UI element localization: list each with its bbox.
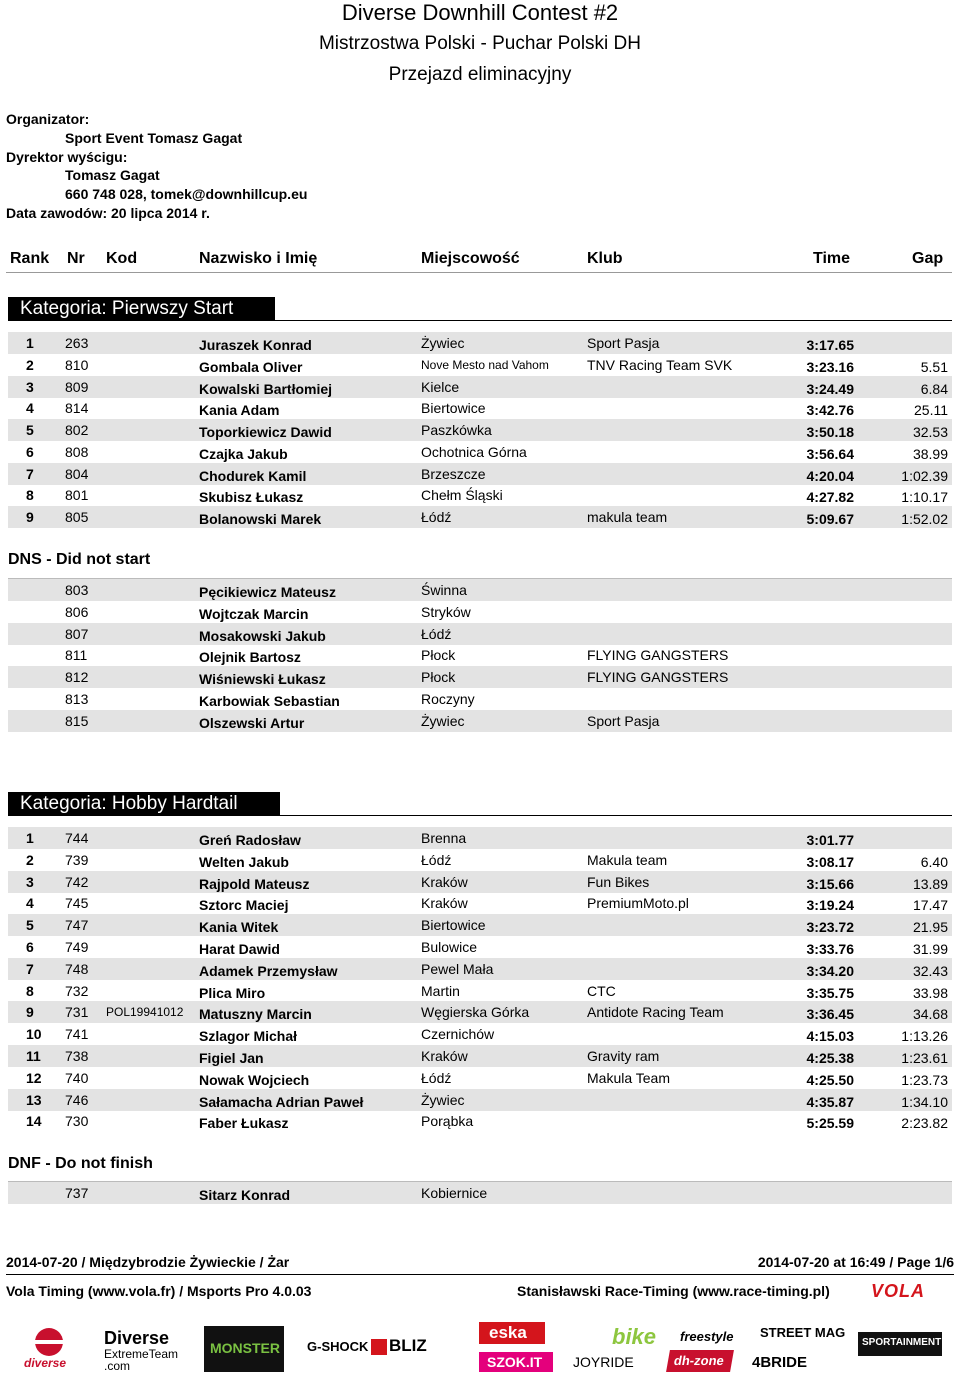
gshock-logo: G-SHOCK (307, 1339, 369, 1354)
cell-nr: 808 (65, 443, 89, 460)
cell-gap: 1:23.73 (901, 1071, 948, 1088)
dns-row (8, 666, 952, 688)
cell-time: 3:50.18 (806, 424, 854, 440)
cell-name: Olejnik Bartosz (199, 649, 301, 666)
cell-gap: 1:52.02 (901, 511, 948, 527)
result-row (8, 827, 952, 849)
streetmag-logo: STREET MAG (760, 1325, 846, 1340)
cell-town: Kobiernice (421, 1185, 488, 1201)
cell-name: Harat Dawid (199, 941, 280, 957)
cell-gap: 6.84 (920, 380, 948, 397)
col-gap: Gap (912, 250, 944, 267)
cell-nr: 740 (65, 1069, 89, 1086)
cell-rank: 9 (26, 1004, 34, 1021)
dhzone-logo: dh-zone (666, 1350, 734, 1372)
category-underline (8, 815, 952, 816)
cell-rank: 8 (26, 487, 34, 504)
cell-club: FLYING GANGSTERS (587, 647, 729, 664)
cell-town: Roczyny (421, 691, 475, 707)
cell-town: Chełm Śląski (421, 487, 503, 504)
result-row (8, 354, 952, 376)
cell-town: Płock (421, 647, 456, 664)
cell-gap: 1:10.17 (901, 489, 948, 506)
cell-gap: 34.68 (912, 1006, 948, 1023)
cell-time: 3:36.45 (806, 1006, 854, 1023)
footer-rule (6, 1274, 954, 1275)
cell-town: Żywiec (421, 712, 465, 729)
cell-town: Świnna (421, 582, 467, 598)
cell-town: Bulowice (421, 939, 478, 955)
cell-name: Nowak Wojciech (199, 1071, 310, 1088)
cell-time: 3:08.17 (806, 853, 854, 870)
result-row (8, 397, 952, 419)
cell-name: Karbowiak Sebastian (199, 693, 340, 709)
result-row (8, 1023, 952, 1045)
footer-software: Vola Timing (www.vola.fr) / Msports Pro 4.0.03 (6, 1283, 312, 1299)
cell-town: Martin (421, 982, 460, 999)
cell-nr: 739 (65, 851, 89, 868)
cell-time: 4:35.87 (806, 1093, 854, 1110)
cell-name: Wiśniewski Łukasz (199, 671, 326, 688)
cell-gap: 33.98 (912, 984, 948, 1001)
eska-logo: eska (479, 1322, 545, 1344)
result-row (8, 892, 952, 914)
cell-time: 3:23.16 (806, 358, 854, 375)
cell-name: Matuszny Marcin (199, 1006, 312, 1023)
cell-club: makula team (587, 509, 668, 525)
cell-nr: 737 (65, 1185, 89, 1201)
cell-town: Kielce (421, 378, 460, 395)
monster-logo: MONSTER (204, 1326, 284, 1372)
cell-nr: 745 (65, 895, 89, 912)
cell-name: Czajka Jakub (199, 445, 288, 462)
cell-nr: 810 (65, 356, 89, 373)
race-type: Przejazd eliminacyjny (388, 64, 572, 85)
dnf-label: DNF - Do not finish (8, 1155, 153, 1172)
category-title: Kategoria: Pierwszy Start (8, 297, 275, 320)
director-label: Dyrektor wyścigu: (6, 149, 128, 165)
cell-town: Biertowice (421, 917, 486, 934)
cell-name: Sałamacha Adrian Paweł (199, 1093, 364, 1110)
cell-nr: 805 (65, 509, 89, 525)
result-row (8, 1001, 952, 1023)
cell-nr: 741 (65, 1026, 89, 1043)
cell-club: TNV Racing Team SVK (587, 356, 733, 373)
result-row (8, 1045, 952, 1067)
category-underline (8, 320, 952, 321)
cell-time: 4:20.04 (806, 467, 854, 484)
cell-time: 4:27.82 (806, 489, 854, 506)
cell-rank: 6 (26, 443, 34, 460)
col-kod: Kod (106, 250, 138, 267)
cell-town: Porąbka (421, 1113, 474, 1130)
result-row (8, 980, 952, 1002)
cell-gap: 31.99 (912, 941, 948, 957)
bliz-logo: BLIZ (371, 1336, 435, 1358)
cell-name: Greń Radosław (199, 832, 301, 848)
cell-name: Figiel Jan (199, 1050, 264, 1066)
cell-nr: 742 (65, 873, 89, 890)
cell-rank: 3 (26, 378, 34, 395)
header-rule (6, 272, 952, 273)
result-row (8, 332, 952, 354)
joyride-logo: JOYRIDE (573, 1354, 634, 1370)
cell-name: Chodurek Kamil (199, 467, 307, 484)
cell-time: 5:09.67 (806, 511, 854, 527)
cell-club: Makula Team (587, 1069, 671, 1086)
cell-nr: 746 (65, 1091, 89, 1108)
szok-logo: SZOK.IT (479, 1352, 553, 1372)
cell-gap: 5.51 (920, 358, 948, 375)
cell-rank: 2 (26, 356, 34, 373)
cell-gap: 2:23.82 (901, 1115, 948, 1132)
cell-town: Nove Mesto nad Vahom (421, 357, 549, 372)
cell-nr: 802 (65, 422, 89, 438)
result-row (8, 1110, 952, 1132)
col-town: Miejscowość (421, 250, 520, 267)
cell-name: Juraszek Konrad (199, 337, 312, 353)
cell-club: Gravity ram (587, 1048, 660, 1064)
diverse-emblem-icon (20, 1326, 78, 1358)
sponsor-logos (0, 1322, 960, 1378)
cell-name: Gombala Oliver (199, 358, 303, 375)
cell-rank: 5 (26, 917, 34, 934)
result-row (8, 958, 952, 980)
cell-rank: 7 (26, 960, 34, 977)
freestyle-logo: freestyle (680, 1329, 734, 1344)
cell-nr: 806 (65, 603, 89, 620)
col-rank: Rank (10, 250, 50, 267)
cell-name: Welten Jakub (199, 853, 289, 870)
cell-time: 3:24.49 (806, 380, 854, 397)
cell-town: Brzeszcze (421, 465, 486, 482)
cell-name: Skubisz Łukasz (199, 489, 304, 506)
cell-town: Łódź (421, 1069, 452, 1086)
cell-nr: 748 (65, 960, 89, 977)
cell-nr: 803 (65, 582, 89, 598)
cell-gap: 21.95 (912, 919, 948, 936)
cell-nr: 732 (65, 982, 89, 999)
col-club: Klub (587, 250, 623, 267)
cell-name: Adamek Przemysław (199, 962, 338, 979)
result-row (8, 849, 952, 871)
cell-time: 3:17.65 (806, 337, 854, 353)
cell-rank: 9 (26, 509, 34, 525)
cell-town: Czernichów (421, 1026, 495, 1043)
contact-info: 660 748 028, tomek@downhillcup.eu (65, 186, 308, 202)
footer-venue: 2014-07-20 / Międzybrodzie Żywieckie / Żar (6, 1254, 290, 1270)
cell-gap: 25.11 (914, 402, 948, 419)
result-row (8, 441, 952, 463)
cell-name: Kania Witek (199, 919, 279, 936)
result-row (8, 936, 952, 958)
cell-town: Żywiec (421, 1091, 465, 1108)
cell-nr: 809 (65, 378, 89, 395)
cell-club: Fun Bikes (587, 873, 650, 890)
cell-rank: 13 (26, 1091, 42, 1108)
event-date: Data zawodów: 20 lipca 2014 r. (6, 205, 210, 221)
cell-gap: 38.99 (912, 445, 948, 462)
cell-name: Szlagor Michał (199, 1028, 298, 1045)
cell-nr: 815 (65, 712, 89, 729)
cell-name: Olszewski Artur (199, 714, 305, 731)
cell-town: Płock (421, 669, 456, 686)
cell-name: Faber Łukasz (199, 1115, 289, 1132)
cell-rank: 4 (26, 895, 34, 912)
col-nr: Nr (67, 250, 85, 267)
cell-gap: 6.40 (920, 853, 948, 870)
cell-rank: 4 (26, 400, 34, 417)
cell-town: Łódź (421, 625, 452, 642)
cell-nr: 812 (65, 669, 89, 686)
dns-row (8, 644, 952, 666)
col-name: Nazwisko i Imię (199, 250, 318, 267)
result-row (8, 1089, 952, 1111)
cell-name: Bolanowski Marek (199, 511, 322, 527)
cell-name: Plica Miro (199, 984, 266, 1001)
cell-town: Kraków (421, 895, 468, 912)
result-row (8, 419, 952, 441)
cell-nr: 744 (65, 830, 89, 846)
cell-rank: 8 (26, 982, 34, 999)
cell-name: Toporkiewicz Dawid (199, 424, 332, 440)
cell-club: Sport Pasja (587, 335, 660, 351)
cell-name: Mosakowski Jakub (199, 627, 326, 644)
cell-time: 5:25.59 (806, 1115, 854, 1132)
cell-nr: 801 (65, 487, 89, 504)
dns-row (8, 623, 952, 645)
bike-logo: bike (612, 1324, 657, 1349)
cell-club: Makula team (587, 851, 668, 868)
col-time: Time (813, 250, 851, 267)
cell-time: 4:15.03 (806, 1028, 854, 1045)
cell-nr: 747 (65, 917, 89, 934)
cell-town: Paszkówka (421, 422, 492, 438)
cell-gap: 1:23.61 (901, 1050, 948, 1066)
dns-label: DNS - Did not start (8, 551, 151, 568)
cell-name: Pęcikiewicz Mateusz (199, 584, 336, 600)
dnf-row (8, 1182, 952, 1204)
cell-gap: 32.43 (912, 962, 948, 979)
dns-row (8, 601, 952, 623)
cell-town: Węgierska Górka (421, 1004, 530, 1021)
cell-club: PremiumMoto.pl (587, 895, 689, 912)
cell-time: 3:56.64 (806, 445, 854, 462)
cell-nr: 804 (65, 465, 89, 482)
cell-time: 3:15.66 (806, 875, 854, 892)
result-row (8, 914, 952, 936)
cell-name: Wojtczak Marcin (199, 605, 309, 622)
cell-rank: 12 (26, 1069, 42, 1086)
cell-rank: 10 (26, 1026, 42, 1043)
cell-time: 4:25.38 (806, 1050, 854, 1066)
cell-nr: 731 (65, 1004, 89, 1021)
cell-kod: POL19941012 (106, 1005, 184, 1020)
vola-logo: VOLA (871, 1281, 926, 1301)
cell-rank: 3 (26, 873, 34, 890)
cell-town: Łódź (421, 509, 452, 525)
cell-gap: 17.47 (912, 897, 948, 914)
cell-rank: 11 (26, 1048, 41, 1064)
cell-gap: 1:13.26 (901, 1028, 948, 1045)
cell-gap: 13.89 (912, 875, 948, 892)
cell-name: Sitarz Konrad (199, 1187, 291, 1203)
cell-time: 3:19.24 (806, 897, 854, 914)
page-title: Diverse Downhill Contest #2 (341, 0, 619, 25)
cell-town: Kraków (421, 1048, 468, 1064)
bliz-mark-icon (371, 1339, 387, 1355)
category-title: Kategoria: Hobby Hardtail (8, 792, 280, 815)
dns-row (8, 710, 952, 732)
cell-rank: 6 (26, 939, 34, 955)
director-name: Tomasz Gagat (65, 167, 160, 183)
4bride-logo: 4BRIDE (752, 1354, 808, 1371)
result-row (8, 506, 952, 528)
cell-town: Łódź (421, 851, 452, 868)
cell-rank: 1 (26, 830, 34, 846)
organizer-label: Organizator: (6, 111, 90, 127)
cell-time: 4:25.50 (806, 1071, 854, 1088)
cell-club: Sport Pasja (587, 712, 660, 729)
cell-name: Kania Adam (199, 402, 280, 419)
dns-row (8, 579, 952, 601)
cell-time: 3:34.20 (806, 962, 854, 979)
cell-town: Żywiec (421, 335, 465, 351)
cell-nr: 749 (65, 939, 89, 955)
organizer-name: Sport Event Tomasz Gagat (65, 130, 243, 146)
footer-timing: Stanisławski Race-Timing (www.race-timing.pl) (517, 1283, 830, 1299)
sportainment-logo: SPORTAINMENT (858, 1332, 942, 1356)
cell-town: Ochotnica Górna (421, 443, 527, 460)
cell-town: Biertowice (421, 400, 486, 417)
cell-nr: 811 (65, 647, 88, 664)
cell-town: Stryków (421, 603, 471, 620)
dns-row (8, 688, 952, 710)
cell-rank: 5 (26, 422, 34, 438)
cell-town: Pewel Mała (421, 960, 494, 977)
cell-gap: 32.53 (912, 424, 948, 440)
result-row (8, 871, 952, 893)
page-subtitle: Mistrzostwa Polski - Puchar Polski DH (318, 33, 642, 54)
cell-time: 3:23.72 (806, 919, 854, 936)
cell-rank: 7 (26, 465, 34, 482)
cell-nr: 263 (65, 335, 89, 351)
cell-name: Rajpold Mateusz (199, 875, 310, 892)
result-row (8, 484, 952, 506)
cell-town: Kraków (421, 873, 468, 890)
cell-club: CTC (587, 982, 616, 999)
cell-rank: 14 (26, 1113, 42, 1130)
cell-rank: 2 (26, 851, 34, 868)
cell-name: Sztorc Maciej (199, 897, 289, 914)
cell-club: FLYING GANGSTERS (587, 669, 729, 686)
cell-time: 3:42.76 (806, 402, 854, 419)
cell-time: 3:35.75 (806, 984, 854, 1001)
cell-time: 3:01.77 (806, 832, 854, 848)
cell-name: Kowalski Bartłomiej (199, 380, 333, 397)
cell-rank: 1 (26, 335, 34, 351)
result-row (8, 376, 952, 398)
cell-club: Antidote Racing Team (587, 1004, 724, 1021)
cell-gap: 1:02.39 (901, 467, 948, 484)
cell-nr: 813 (65, 691, 89, 707)
cell-gap: 1:34.10 (901, 1093, 948, 1110)
result-row (8, 463, 952, 485)
cell-town: Brenna (421, 830, 467, 846)
cell-nr: 807 (65, 625, 89, 642)
footer-page: 2014-07-20 at 16:49 / Page 1/6 (757, 1254, 954, 1270)
result-row (8, 1067, 952, 1089)
cell-time: 3:33.76 (806, 941, 854, 957)
diverse-logo: diverse (20, 1326, 78, 1372)
diverse-extreme-team-logo: Diverse ExtremeTeam .com (104, 1328, 179, 1373)
cell-nr: 814 (65, 400, 89, 417)
cell-nr: 730 (65, 1113, 89, 1130)
cell-nr: 738 (65, 1048, 89, 1064)
